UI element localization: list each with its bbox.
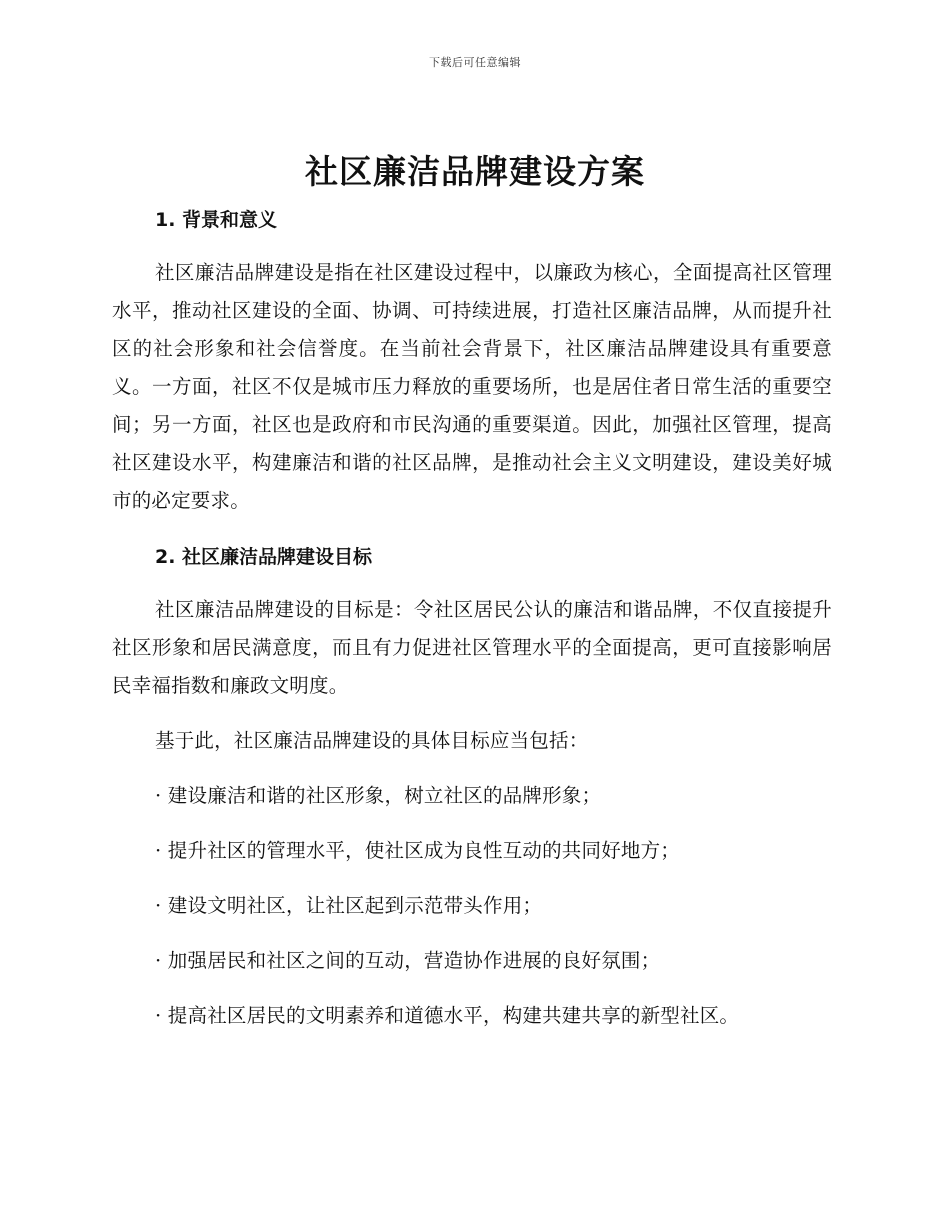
list-item: · 加强居民和社区之间的互动，营造协作进展的良好氛围； xyxy=(155,949,661,972)
list-item: · 建设文明社区，让社区起到示范带头作用； xyxy=(155,894,543,917)
section-heading-background: 1. 背景和意义 xyxy=(155,209,278,231)
paragraph-goals: 社区廉洁品牌建设的目标是：令社区居民公认的廉洁和谐品牌，不仅直接提升社区形象和居民满意度，而且有力促进社区管理水平的全面提高，更可直接影响居民幸福指数和廉政文明度。 xyxy=(112,598,832,697)
list-item: · 提升社区的管理水平，使社区成为良性互动的共同好地方； xyxy=(155,839,680,862)
list-item: · 提高社区居民的文明素养和道德水平，构建共建共享的新型社区。 xyxy=(155,1004,740,1027)
document-title: 社区廉洁品牌建设方案 xyxy=(305,152,645,191)
section-heading-goals: 2. 社区廉洁品牌建设目标 xyxy=(155,546,373,568)
header-note: 下载后可任意编辑 xyxy=(429,56,521,69)
list-item: · 建设廉洁和谐的社区形象，树立社区的品牌形象； xyxy=(155,784,602,807)
document-body xyxy=(112,200,832,1035)
paragraph-background: 社区廉洁品牌建设是指在社区建设过程中，以廉政为核心，全面提高社区管理水平，推动社区建设的全面、协调、可持续进展，打造社区廉洁品牌，从而提升社区的社会形象和社会信誉度。在当前社会背景下，社区廉洁品牌建设具有重要意义。一方面，社区不仅是城市压力释放的重要场所，也是居住者日常生活的重要空间；另一方面，社区也是政府和市民沟通的重要渠道。因此，加强社区管理，提高社区建设水平，构建廉洁和谐的社区品牌，是推动社会主义文明建设，建设美好城市的必定要求。 xyxy=(112,261,832,512)
goals-intro: 基于此，社区廉洁品牌建设的具体目标应当包括： xyxy=(155,729,589,752)
